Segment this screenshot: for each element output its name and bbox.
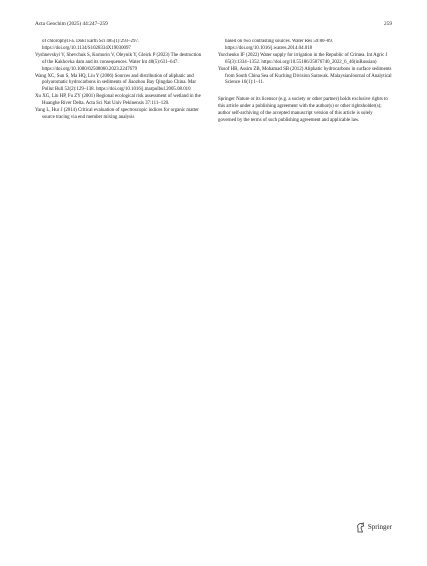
page-number: 259 xyxy=(384,21,392,27)
reference-item: Yurchenko IF (2022) Water supply for irrigation in the Republic of Crimea. Int Agric J 65(3):1334–1352. https://doi.org/10.55186/25876740_2022_6_46(inRussian) xyxy=(218,52,388,65)
reference-item: Yang L, Hur J (2014) Critical evaluation of spectroscopic indices for organic matter source tracing via end member mixing analysis xyxy=(35,108,199,120)
publisher-notice: Springer Nature or its licensor (e.g. a society or other partner) holds exclusive rights to this article under a publishing agreement with the author(s) or other rightsholder(s); author self-archiving of the accepted manuscript version of this article is solely governed by the terms of such publishing agreement and applicable law. xyxy=(218,97,388,124)
springer-horse-icon xyxy=(356,522,365,533)
page-header xyxy=(35,21,392,31)
reference-column-right xyxy=(218,39,392,125)
reference-continuation: of chlorophyll-a. Dokl Earth Sci 485(1):293–297. https://doi.org/10.1134/S1028334X19030097 xyxy=(42,39,140,51)
reference-item: Wang XC, Sun S, Ma HQ, Liu Y (2006) Sources and distribution of aliphatic and polyaromatic hydrocarbons in sediments of Jiaozhou Bay Qingdao China. Mar Pollut Bull 52(2):129–138. https://doi.org/10.1016/j.marpolbul.2005.08.010 xyxy=(35,73,197,93)
journal-citation: Acta Geochim (2025) 44:247–259 xyxy=(35,21,108,27)
reference-item: Yusof HB, Assim ZB, Mohamad SB (2012) Aliphatic hydrocarbons in surface sediments from South China Sea of Kuching Division Sarawak. MalaysianJournal of Analytical Science 16(1):1–11. xyxy=(218,66,392,86)
reference-item: Vyshnevskyi V, Shevchuk S, Komorin V, Oleynik Y, Gleick P (2023) The destruction of the Kakhovka dam and its consequences. Water Int 48(5):631–647. https://doi.org/10.1080/02508060.2023.2247679 xyxy=(35,52,202,72)
springer-logo xyxy=(356,521,392,533)
reference-item: Xu XG, Lin HP, Fu ZY (2001) Regional ecological risk assessment of wetland in the Huanghe River Delta. Acta Sci Nat Univ Pekinensis 37:111–120. xyxy=(35,94,201,107)
springer-logo-text: Springer xyxy=(367,523,392,531)
reference-column-left xyxy=(35,39,206,122)
reference-continuation: based on two contrasting sources. Water Res 59:80–89. https://doi.org/10.1016/j.watres.2014.04.018 xyxy=(225,39,334,51)
